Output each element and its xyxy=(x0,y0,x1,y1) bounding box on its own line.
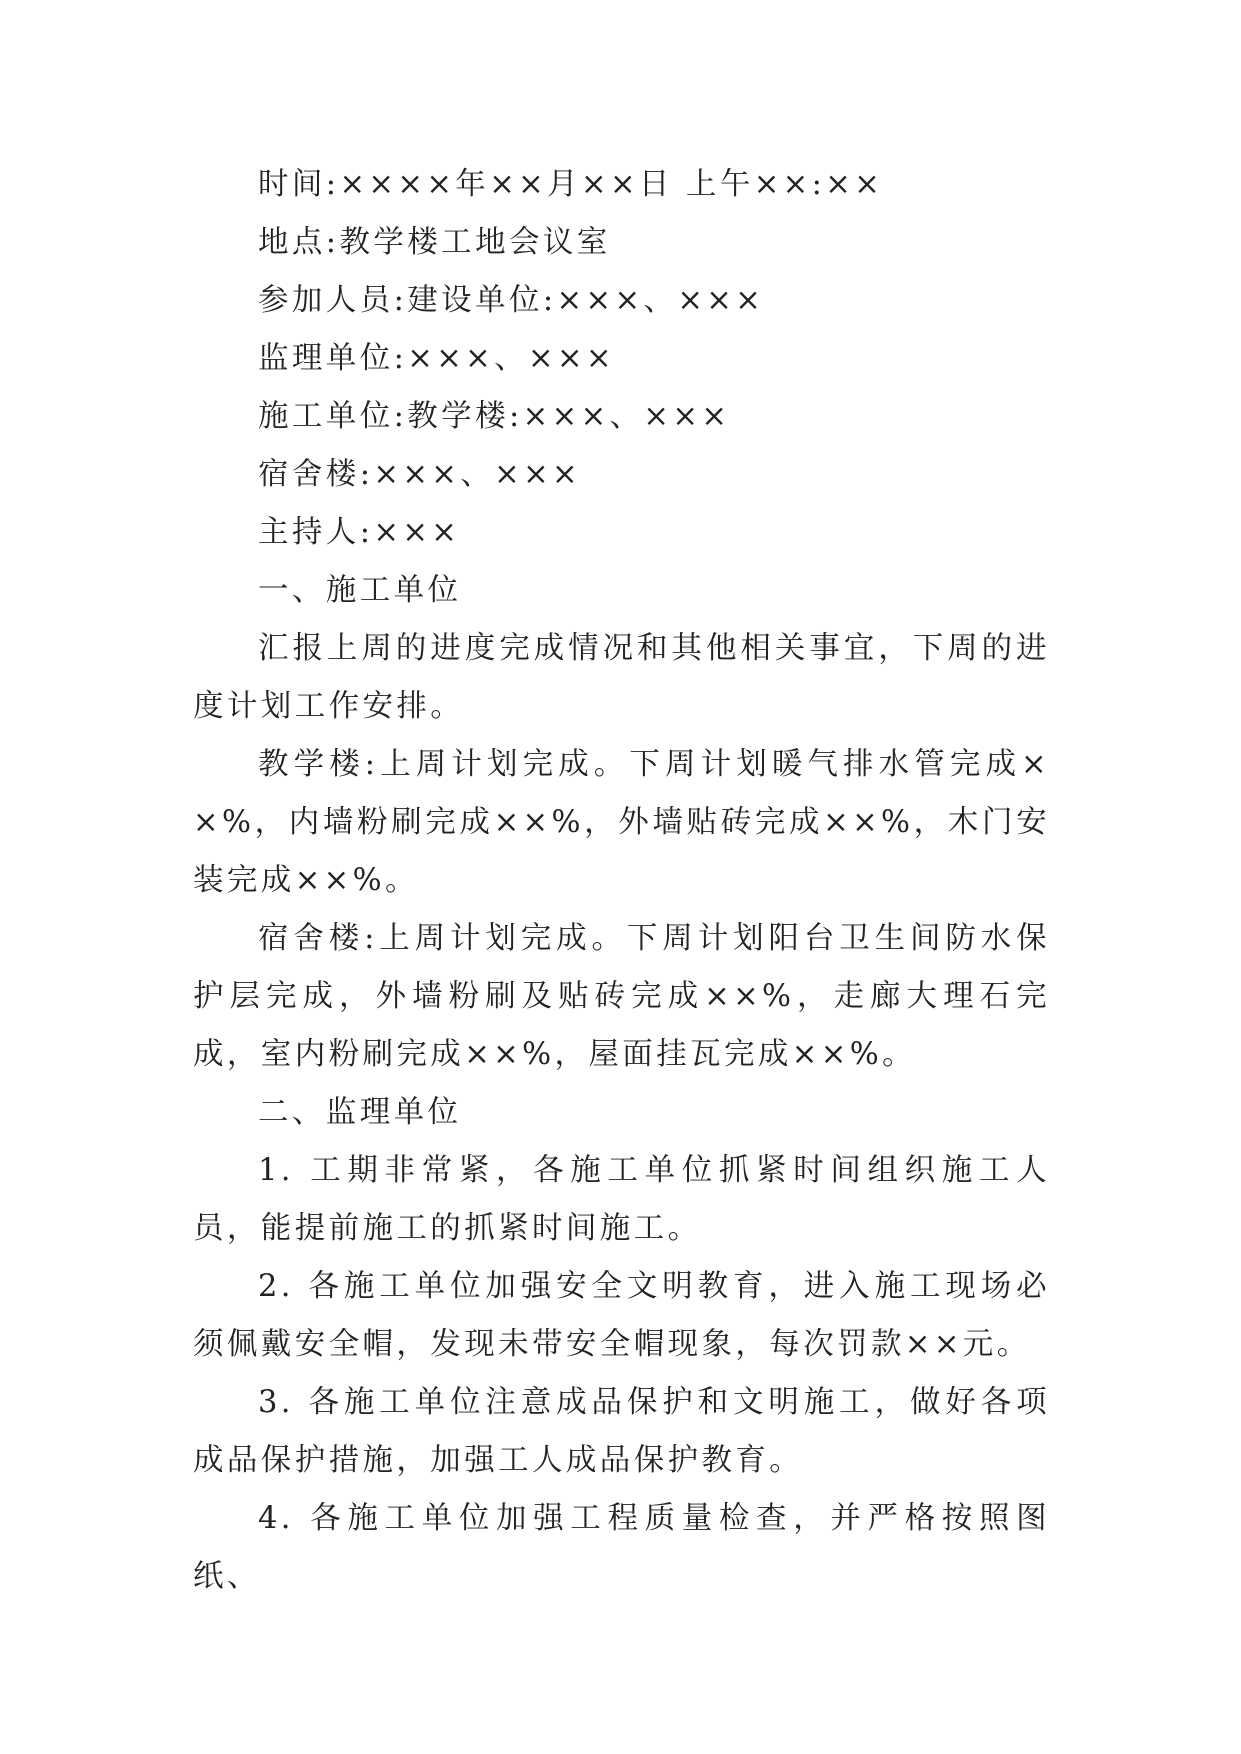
list-item-3: 3. 各施工单位注意成品保护和文明施工，做好各项成品保护措施，加强工人成品保护教育。 xyxy=(193,1385,1050,1478)
list-item-2: 2. 各施工单位加强安全文明教育，进入施工现场必须佩戴安全帽，发现未带安全帽现象，每次罚款××元。 xyxy=(193,1269,1050,1362)
attendees-supervision-unit: 监理单位:×××、××× xyxy=(258,341,615,376)
meeting-time: 时间:××××年××月××日 上午××:×× xyxy=(258,167,884,202)
attendees-contractor-dormitory: 宿舍楼:×××、××× xyxy=(258,457,582,492)
paragraph-report-summary: 汇报上周的进度完成情况和其他相关事宜，下周的进度计划工作安排。 xyxy=(193,631,1050,724)
list-item-4: 4. 各施工单位加强工程质量检查，并严格按照图纸、 xyxy=(193,1501,1050,1594)
paragraph-teaching-building: 教学楼:上周计划完成。下周计划暖气排水管完成××%，内墙粉刷完成××%，外墙贴砖完成××%，木门安装完成××%。 xyxy=(193,747,1050,898)
list-item-1: 1. 工期非常紧，各施工单位抓紧时间组织施工人员，能提前施工的抓紧时间施工。 xyxy=(193,1153,1050,1246)
section-heading-contractor: 一、施工单位 xyxy=(258,573,462,608)
attendees-contractor-teaching-building: 施工单位:教学楼:×××、××× xyxy=(258,399,731,434)
document-body xyxy=(193,156,1050,1606)
meeting-host: 主持人:××× xyxy=(258,515,461,550)
attendees-construction-unit: 参加人员:建设单位:×××、××× xyxy=(258,283,765,318)
paragraph-dormitory: 宿舍楼:上周计划完成。下周计划阳台卫生间防水保护层完成，外墙粉刷及贴砖完成××%，走廊大理石完成，室内粉刷完成××%，屋面挂瓦完成××%。 xyxy=(193,921,1050,1072)
meeting-location: 地点:教学楼工地会议室 xyxy=(258,225,611,260)
section-heading-supervision: 二、监理单位 xyxy=(258,1095,462,1130)
